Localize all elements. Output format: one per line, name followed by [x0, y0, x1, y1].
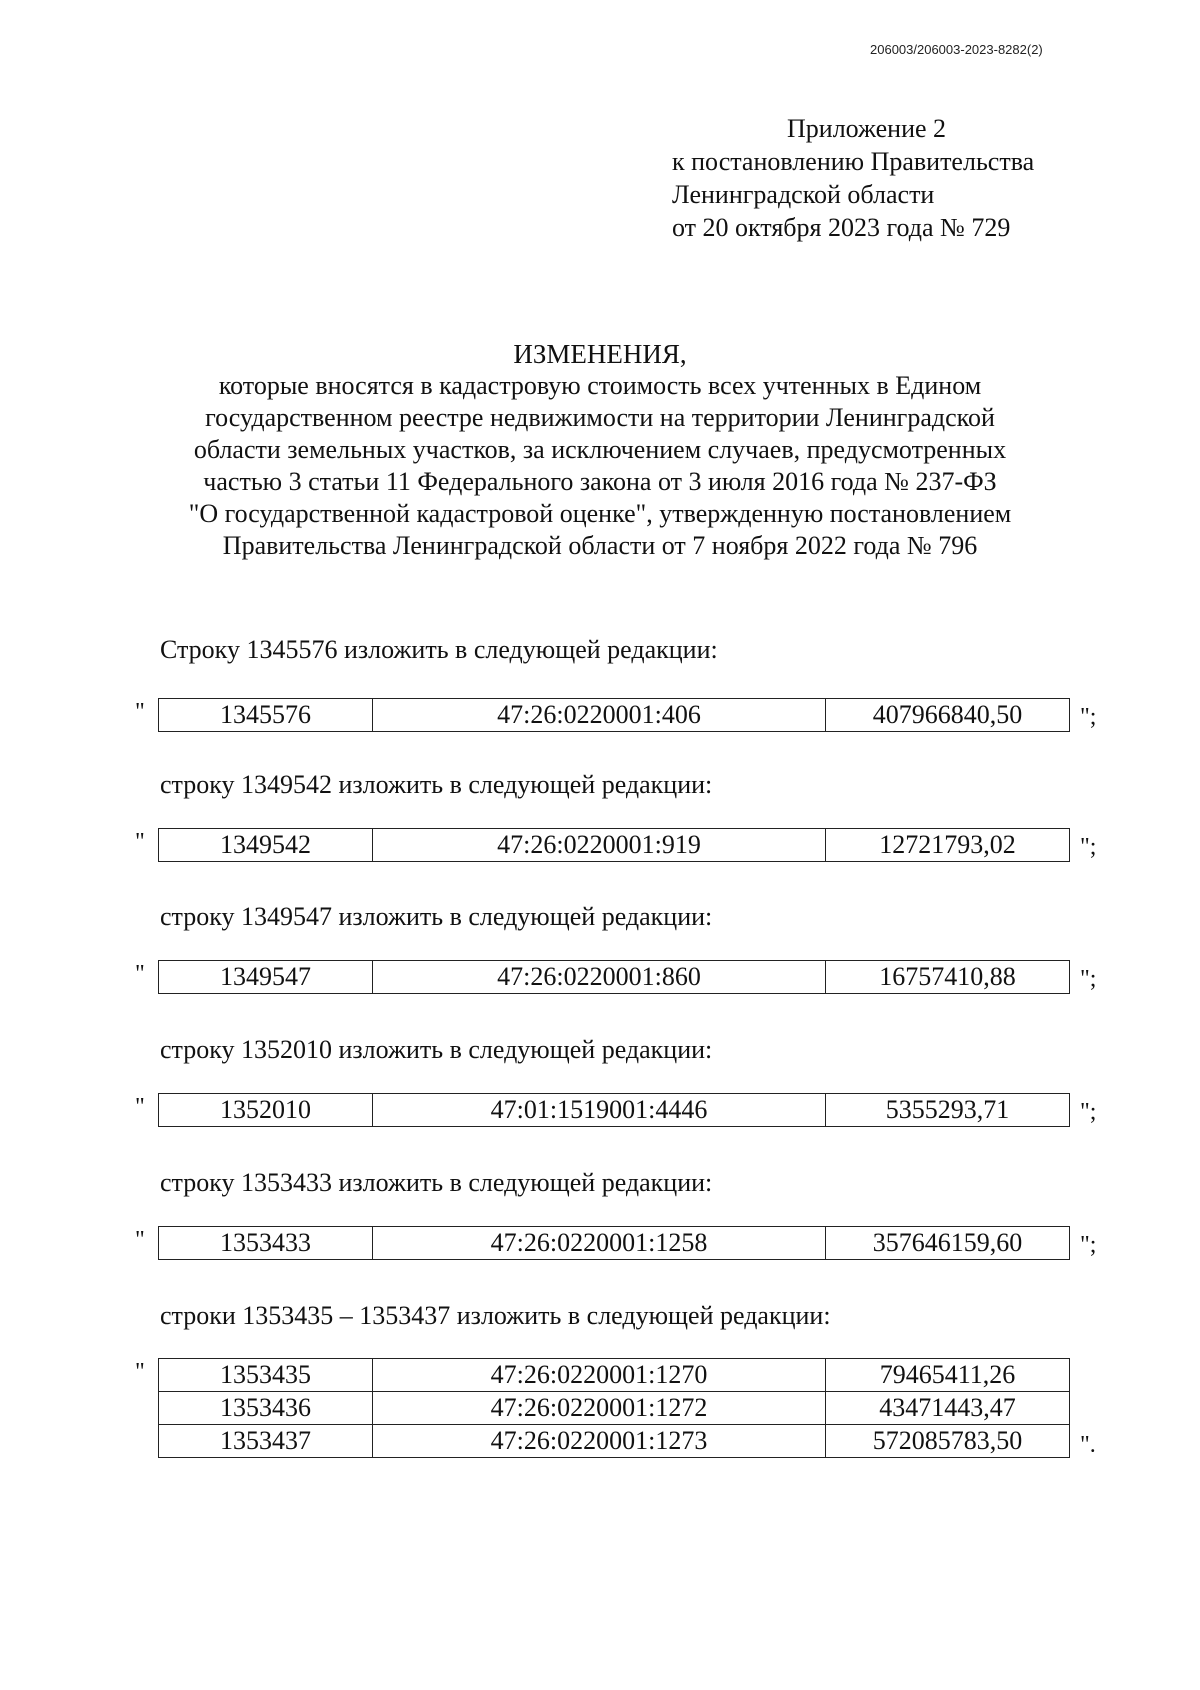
table-row [159, 1359, 1070, 1392]
section-instruction: строку 1349547 изложить в следующей редакции: [160, 902, 713, 931]
appendix-line: от 20 октября 2023 года № 729 [672, 213, 1011, 242]
table-row [159, 1094, 1070, 1127]
cadastral-value-cell: 572085783,50 [826, 1425, 1070, 1458]
section-instruction: Строку 1345576 изложить в следующей редакции: [160, 635, 718, 664]
cadastral-value-cell: 12721793,02 [826, 829, 1070, 862]
appendix-line: Ленинградской области [672, 180, 935, 209]
closing-quote: ". [1080, 1432, 1096, 1458]
appendix-line: Приложение 2 [787, 114, 947, 143]
document-title [140, 338, 1060, 562]
closing-quote: "; [1080, 704, 1097, 730]
cadastral-table [158, 1093, 1070, 1127]
opening-quote: " [135, 829, 145, 855]
closing-quote: "; [1080, 834, 1097, 860]
title-line: Правительства Ленинградской области от 7 ноября 2022 года № 796 [222, 531, 978, 560]
title-line: области земельных участков, за исключением случаев, предусмотренных [193, 435, 1007, 464]
table-row [159, 1227, 1070, 1260]
row-number-cell: 1345576 [159, 699, 373, 732]
table-row [159, 1425, 1070, 1458]
closing-quote: "; [1080, 1232, 1097, 1258]
cadastral-value-cell: 79465411,26 [826, 1359, 1070, 1392]
appendix-block [672, 112, 1034, 244]
section-instruction: строку 1352010 изложить в следующей редакции: [160, 1035, 713, 1064]
title-line: которые вносятся в кадастровую стоимость всех учтенных в Едином [218, 371, 982, 400]
cadastral-value-cell: 43471443,47 [826, 1392, 1070, 1425]
cadastral-number-cell: 47:26:0220001:1258 [373, 1227, 826, 1260]
cadastral-number-cell: 47:26:0220001:860 [373, 961, 826, 994]
cadastral-number-cell: 47:26:0220001:1273 [373, 1425, 826, 1458]
section-instruction: строку 1349542 изложить в следующей редакции: [160, 770, 713, 799]
section-instruction: строку 1353433 изложить в следующей редакции: [160, 1168, 713, 1197]
closing-quote: "; [1080, 966, 1097, 992]
opening-quote: " [135, 699, 145, 725]
cadastral-table [158, 1358, 1070, 1458]
row-number-cell: 1353436 [159, 1392, 373, 1425]
title-line: частью 3 статьи 11 Федерального закона от 3 июля 2016 года № 237-ФЗ [203, 467, 997, 496]
cadastral-table [158, 698, 1070, 732]
title-line: государственном реестре недвижимости на территории Ленинградской [205, 403, 995, 432]
row-number-cell: 1349542 [159, 829, 373, 862]
cadastral-table [158, 960, 1070, 994]
table-row [159, 699, 1070, 732]
title-line: "О государственной кадастровой оценке", утвержденную постановлением [188, 499, 1012, 528]
table-row [159, 961, 1070, 994]
cadastral-number-cell: 47:26:0220001:919 [373, 829, 826, 862]
section-instruction: строки 1353435 – 1353437 изложить в следующей редакции: [160, 1301, 831, 1330]
row-number-cell: 1353433 [159, 1227, 373, 1260]
appendix-line: к постановлению Правительства [672, 147, 1035, 176]
cadastral-table [158, 1226, 1070, 1260]
row-number-cell: 1353437 [159, 1425, 373, 1458]
cadastral-value-cell: 5355293,71 [826, 1094, 1070, 1127]
cadastral-table [158, 828, 1070, 862]
opening-quote: " [135, 1227, 145, 1253]
row-number-cell: 1353435 [159, 1359, 373, 1392]
table-row [159, 1392, 1070, 1425]
cadastral-number-cell: 47:26:0220001:1272 [373, 1392, 826, 1425]
cadastral-value-cell: 407966840,50 [826, 699, 1070, 732]
cadastral-value-cell: 16757410,88 [826, 961, 1070, 994]
cadastral-value-cell: 357646159,60 [826, 1227, 1070, 1260]
row-number-cell: 1349547 [159, 961, 373, 994]
closing-quote: "; [1080, 1099, 1097, 1125]
document-id: 206003/206003-2023-8282(2) [870, 42, 1043, 57]
title-heading: ИЗМЕНЕНИЯ, [513, 339, 687, 369]
opening-quote: " [135, 1359, 145, 1385]
row-number-cell: 1352010 [159, 1094, 373, 1127]
cadastral-number-cell: 47:01:1519001:4446 [373, 1094, 826, 1127]
opening-quote: " [135, 961, 145, 987]
opening-quote: " [135, 1094, 145, 1120]
table-row [159, 829, 1070, 862]
cadastral-number-cell: 47:26:0220001:406 [373, 699, 826, 732]
cadastral-number-cell: 47:26:0220001:1270 [373, 1359, 826, 1392]
